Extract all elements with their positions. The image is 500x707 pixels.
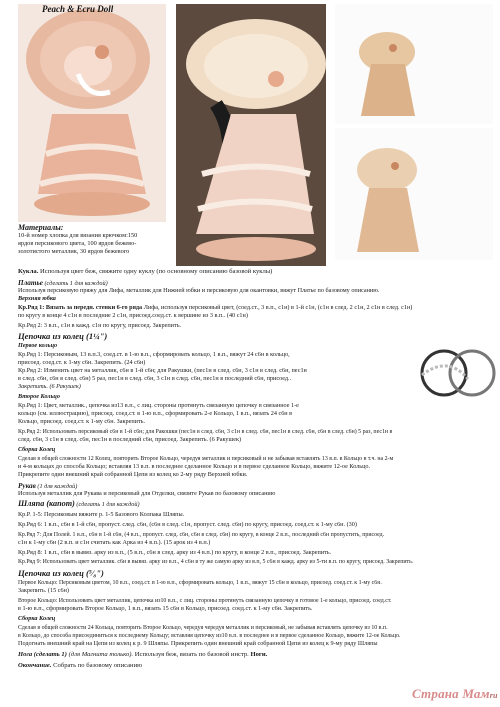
- ring-assembly-line2: и 4-м кольцах до способа Кольцо; вставляя 13 в.п. в последнее сделанное Кольцо и в первое сделанное Кольцо, вяжите 12-ое Кольцо.: [18, 463, 371, 470]
- doll-small-illustration-1: [335, 4, 493, 124]
- ring-assembly-subtitle: Сборка Колец: [18, 446, 56, 453]
- ring-assembly-line1: Сделав в общей сложности 12 Колец, повторить Второе Кольцо, чередуя металлик и персиковый и не забывая вставлять 13 в.п. в Кольцо в т.ч. на 2-м: [18, 456, 394, 462]
- small-assembly-subtitle: Сборка Колец: [18, 615, 56, 622]
- materials-line: 10-й номер хлопка для вязания крючком:150: [18, 232, 138, 239]
- doll-photo-side: [176, 4, 326, 266]
- first-ring-row2: Кр.Ряд 2: Изменить цвет на металлик, с6н в 1-й с6н; для Ракушки, (пес1н в след. с6н, 3 с1н в след. с6н, пес1н: [18, 367, 307, 374]
- doll-side-illustration: [176, 4, 326, 266]
- sleeve-heading: Рукав (1 для каждой): [18, 482, 78, 490]
- doll-front-illustration: [18, 4, 166, 222]
- second-ring-subtitle: Второе Кольцо: [18, 393, 60, 400]
- second-ring-row1-end: Кольцо, присоед. соед.ст. к 1-му с6н. Закрепить.: [18, 418, 146, 425]
- doll-photo-small-top: [335, 4, 493, 124]
- doll-photo-front: [18, 4, 166, 222]
- hat-row9: Кр.Ряд 9: Использовать цвет металлик. с6н в вывяз. арку из в.п., 4 с6н в ту же самую арку из в.п, 5 с6н в кажд. арку из 5-ти в.п. по кругу, присоед. Закрепить.: [18, 559, 414, 565]
- hat-rows-1-5: Кр.Р. 1-5: Персиковым вяжите р. 1-5 Базового Колпака Шляпы.: [18, 511, 185, 518]
- overskirt-subtitle: Верхняя юбка: [18, 295, 56, 302]
- ring-assembly-line3: Прикрепите один внешний край собранной Цепи из колец ко 2-му ряду Верхней юбки.: [18, 471, 248, 478]
- small-second-ring-cont: в 1-ю в.п., сформировать Второе Кольцо, 1 в.п., вязать 15 с6н в Кольцо, присоед. соед.ст. к 1-му с6н. Закрепить.: [18, 605, 313, 612]
- small-second-ring: Второе Кольцо: Использовать цвет металлик, цепочка из10 в.п., с лиц. стороны протянуть связанную цепочку в готовое 1-е кольцо, присоед. соед.ст.: [18, 598, 392, 604]
- first-ring-row1: Кр.Ряд 1: Персиковым, 13 в.п.3, соед.ст. в 1-ю в.п., сформировать кольцо, 1 в.п., вяжут 24 с6н в кольцо,: [18, 351, 290, 358]
- second-ring-row2-cont: след. с6н, 3 с1н в след. с6н, пес1н в последний с6н, присоед. Закрепить. (6 Ракушек): [18, 436, 242, 443]
- first-ring-row2-cont: в след. с6н, с6н в след. с6н) 5 раз, пес1н в след. с6н, 3 с1н в след. с6н, пес1н в последний с6н, присоед..: [18, 375, 292, 382]
- small-assembly-line3: Подогнать внешний край на Цепи из колец к р. 9 Шляпы. Прикрепить один внешний край собранной Цепи из колец к 9-му ряду Шляпы: [18, 640, 378, 647]
- site-watermark: Страна Мамru: [412, 686, 498, 701]
- first-ring-row1-cont: присоед. соед.ст. к 1-му с6н. Закрепить. (24 с6н): [18, 359, 146, 366]
- legs-instruction: Нога (сделать 1) (для Магнита только). Используя беж, вязать по базовой инстр. Ноги.: [18, 651, 268, 658]
- materials-title: Материалы:: [18, 223, 64, 232]
- hat-row8: Кр.Ряд 8: 1 в.п., с6н в вывяз. арку из в.п., (5 в.п., с6н в след. арку из 4 в.п.) по кругу, в конце 2 в.п., присоед. Закрепить.: [18, 549, 332, 556]
- small-chain-heading: Цепочка из колец (⁵⁄₈"): [18, 568, 104, 578]
- second-ring-row1: Кр.Ряд 1: Цвет, металлик., цепочка из13 в.п., с лиц. стороны протянуть связанную цепочку в связанное 1-е: [18, 402, 299, 409]
- overskirt-row1: Кр.Ряд 1: Вязать за передн. стенки 6-го ряда Лифа, используя персиковый цвет, (соед.ст., 3 в.п., с1н) в 1-й с1н, (с1н в след. 2 с1н, 2 с1н в след. с1н): [18, 304, 413, 311]
- small-assembly-line2: в Кольцо, до способа присоединиться к последнему Кольцу; вставляя цепочку из10 в.п. в последнее и в первое сделанное Кольцо, вяжите 12-ое Кольцо.: [18, 633, 401, 639]
- overskirt-row2: Кр.Ряд 2: 3 в.п., с1н в кажд. с1н по кругу, присоед. Закрепить.: [18, 322, 182, 329]
- hat-heading: Шляпа (капот) (сделать 1 для каждой): [18, 499, 140, 508]
- small-first-ring: Первое Кольцо: Персиковым цветом, 10 в.п., соед.ст. в 1-ю в.п., сформировать кольцо, 1 в.п., вяжут 15 с6н в кольцо, присоед. соед.ст. к 1-му с6н.: [18, 580, 382, 586]
- ring-joining-diagram: [418, 345, 498, 400]
- doll-photo-small-bottom: [335, 128, 493, 260]
- overskirt-row1-cont: по кругу в конце 4 с1н в последние 2 с1н, присоед.соед.ст. к вершине из 3 в.п.. (40 с1н): [18, 312, 248, 319]
- doll-small-illustration-2: [335, 128, 493, 260]
- dress-text: Используя персиковую пряжу для Лифа, металлик для Нижней юбки и персиковую для окантовки, вяжут Платье по базовому описанию.: [18, 287, 380, 294]
- chain-heading: Цепочка из колец (1¼"): [18, 331, 108, 341]
- first-ring-subtitle: Первое кольцо: [18, 342, 58, 349]
- finish-instruction: Окончание. Собрать по базовому описанию: [18, 662, 143, 669]
- hat-row7: Кр.Ряд 7: Для Полей. 1 в.п., с6н в 1-й с6н, (4 в.п., пропуст. след. с6н, с6н в след. с6н) по кругу, в конце 2 в.п., последний с6н пропустить, присоед.: [18, 532, 385, 538]
- small-first-ring-end: Закрепить. (15 с6н): [18, 587, 69, 594]
- second-ring-row2: Кр.Ряд 2: Использовать персиковый с6н в 1-й с6н; для Ракошки (пес1н в след. с6н, 3 с1н в след. с6н, пес1н в след. с6н, с6н в след. с6н) 5 раз, пес1н в: [18, 429, 393, 435]
- hat-row6: Кр.Ряд 6: 1 в.п., с6н в 1-й с6н, пропуст. след. с6н, (с6н в след. с1н, пропуст. след. с6н) по кругу, присоед. соед.ст. к 1-му с6н. (30): [18, 521, 357, 528]
- materials-line: ярдов персикового цвета, 100 ярдов бежево-: [18, 240, 137, 247]
- small-assembly-line1: Сделав в общей сложности 24 Кольца, повторить Второе Кольцо, чередуя чередуя металлик и персиковый, не забывая вставлять цепочку из 10 в.п.: [18, 625, 388, 631]
- second-ring-row1-cont: кольцо (см. иллюстрацию), присоед. соед.ст. в 1-ю в.п., сформировать 2-е Кольцо, 1 в.п., вязать 24 с6н в: [18, 410, 293, 417]
- materials-block: [18, 224, 168, 256]
- sleeve-text: Используя металлик для Рукава и персиковый для Отделки, связите Рукав по базовому описанию: [18, 490, 276, 497]
- hat-row7-cont: с1н к 1-му с6н (2 в.п. и с1н считать как Арка из 4 в.п.). (15 арок из 4 в.п.): [18, 539, 211, 546]
- doll-title: Peach & Ecru Doll: [42, 4, 114, 14]
- doll-instruction: Кукла. Используя цвет беж, свяжите одну куклу (по основному описанию базовой куклы): [18, 268, 273, 275]
- first-ring-row2-end: Закрепить. (6 Ракушек): [18, 383, 81, 390]
- materials-line: золотистого металлик, 30 ярдов бежевого: [18, 248, 130, 255]
- dress-heading: Платье (сделать 1 для каждой): [18, 279, 108, 287]
